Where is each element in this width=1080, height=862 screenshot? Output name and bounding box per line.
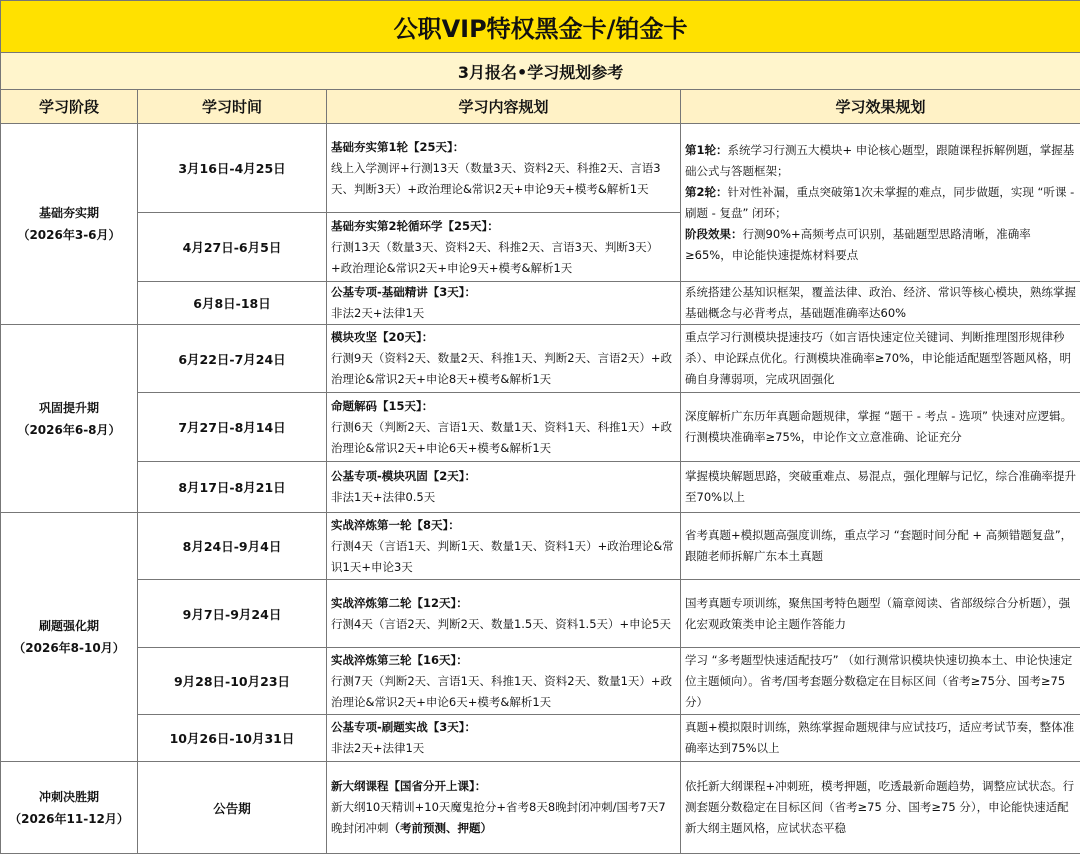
stage-period: （2026年11-12月） bbox=[9, 811, 129, 826]
content-body: 行测6天（判断2天、言语1天、数量1天、资料1天、科推1天）+政治理论&常识2天+申论6天+模考&解析1天 bbox=[331, 419, 673, 455]
effect-label: 第2轮： bbox=[685, 184, 728, 199]
content-cell bbox=[327, 580, 681, 648]
table-row bbox=[1, 462, 1080, 513]
stage-name: 巩固提升期 bbox=[38, 400, 99, 415]
header-stage: 学习阶段 bbox=[1, 90, 138, 124]
content-body bbox=[331, 797, 676, 839]
content-title: 基础夯实第2轮循环学【25天】： bbox=[331, 218, 499, 233]
stage-period: （2026年3-6月） bbox=[17, 228, 121, 242]
content-title: 实战淬炼第二轮【12天】： bbox=[331, 595, 468, 610]
content-cell bbox=[327, 462, 681, 513]
content-body: 线上入学测评+行测13天（数量3天、资料2天、科推2天、言语3天、判断3天）+政治理论&常识2天+申论9天+模考&解析1天 bbox=[331, 160, 661, 196]
content-title: 基础夯实第1轮【25天】： bbox=[331, 139, 465, 154]
time-cell: 6月22日-7月24日 bbox=[138, 325, 327, 393]
time-cell: 10月26日-10月31日 bbox=[138, 715, 327, 762]
content-title: 模块攻坚【20天】： bbox=[331, 330, 434, 344]
time-cell: 7月27日-8月14日 bbox=[138, 393, 327, 462]
table-row bbox=[1, 762, 1080, 854]
effect-cell: 重点学习行测模块提速技巧（如言语快速定位关键词、判断推理图形规律秒杀）、申论踩点优化。行测模块准确率≥70%，申论能适配题型答题风格，明确自身薄弱项，完成巩固强化 bbox=[681, 325, 1080, 393]
content-title: 命题解码【15天】： bbox=[331, 398, 434, 413]
stage-period: （2026年8-10月） bbox=[13, 641, 125, 655]
header-effect: 学习效果规划 bbox=[681, 90, 1080, 124]
effect-text: 针对性补漏，重点突破第1次未掌握的难点，同步做题，实现 “听课 - 刷题 - 复盘” 闭环； bbox=[685, 184, 1075, 220]
content-body-text: 新大纲10天精训+10天魔鬼抢分+省考8天8晚封闭冲刺/国考7天7晚封闭冲刺 bbox=[331, 800, 666, 835]
table-row bbox=[1, 124, 1080, 213]
time-cell: 8月24日-9月4日 bbox=[138, 513, 327, 580]
effect-cell: 国考真题专项训练，聚焦国考特色题型（篇章阅读、省部级综合分析题），强化宏观政策类申论主题作答能力 bbox=[681, 580, 1080, 648]
content-cell bbox=[327, 213, 681, 282]
content-body: 行测9天（资料2天、数量2天、科推1天、判断2天、言语2天）+政治理论&常识2天+申论8天+模考&解析1天 bbox=[331, 351, 673, 386]
effect-text: 行测90%+高频考点可识别，基础题型思路清晰，准确率≥65%，申论能快速提炼材料要点 bbox=[685, 226, 1031, 262]
stage-cell bbox=[1, 513, 138, 762]
stage-period: （2026年6-8月） bbox=[17, 422, 121, 437]
time-cell: 8月17日-8月21日 bbox=[138, 462, 327, 513]
content-cell bbox=[327, 393, 681, 462]
content-title: 实战淬炼第一轮【8天】： bbox=[331, 517, 460, 532]
effect-cell bbox=[681, 124, 1080, 282]
content-body: 行测7天（判断2天、言语1天、科推1天、资料2天、数量1天）+政治理论&常识2天+申论6天+模考&解析1天 bbox=[331, 673, 673, 709]
content-cell bbox=[327, 124, 681, 213]
header-content: 学习内容规划 bbox=[327, 90, 681, 124]
content-cell bbox=[327, 282, 681, 325]
content-body: 行测13天（数量3天、资料2天、科推2天、言语3天、判断3天）+政治理论&常识2天+申论9天+模考&解析1天 bbox=[331, 239, 659, 275]
table-row bbox=[1, 513, 1080, 580]
stage-cell bbox=[1, 325, 138, 513]
content-cell bbox=[327, 513, 681, 580]
time-cell: 9月7日-9月24日 bbox=[138, 580, 327, 648]
table-row bbox=[1, 393, 1080, 462]
time-cell: 3月16日-4月25日 bbox=[138, 124, 327, 213]
content-title: 公基专项-刷题实战【3天】： bbox=[331, 720, 477, 734]
header-time: 学习时间 bbox=[138, 90, 327, 124]
effect-cell: 深度解析广东历年真题命题规律，掌握 “题干 - 考点 - 选项” 快速对应逻辑。行测模块准确率≥75%，申论作文立意准确、论证充分 bbox=[681, 393, 1080, 462]
content-body: 非法2天+法律1天 bbox=[331, 741, 425, 755]
content-cell bbox=[327, 762, 681, 854]
page-title: 公职VIP特权黑金卡/铂金卡 bbox=[1, 1, 1080, 53]
effect-cell: 掌握模块解题思路，突破重难点、易混点，强化理解与记忆，综合准确率提升至70%以上 bbox=[681, 462, 1080, 513]
effect-cell: 学习 “多考题型快速适配技巧” （如行测常识模块快速切换本土、申论快速定位主题倾向）。省考/国考套题分数稳定在目标区间（省考≥75分、国考≥75分） bbox=[681, 648, 1080, 715]
content-cell bbox=[327, 715, 681, 762]
content-body: 非法1天+法律0.5天 bbox=[331, 490, 436, 504]
content-title: 新大纲课程【国省分开上课】： bbox=[331, 779, 487, 793]
effect-cell: 真题+模拟限时训练，熟练掌握命题规律与应试技巧，适应考试节奏，整体准确率达到75%以上 bbox=[681, 715, 1080, 762]
time-cell: 公告期 bbox=[138, 762, 327, 854]
table-row bbox=[1, 282, 1080, 325]
stage-name: 基础夯实期 bbox=[38, 206, 99, 220]
table-row bbox=[1, 648, 1080, 715]
content-cell bbox=[327, 325, 681, 393]
effect-cell: 系统搭建公基知识框架，覆盖法律、政治、经济、常识等核心模块，熟练掌握基础概念与必背考点，基础题准确率达60% bbox=[681, 282, 1080, 325]
time-cell: 6月8日-18日 bbox=[138, 282, 327, 325]
content-title: 实战淬炼第三轮【16天】： bbox=[331, 652, 468, 667]
page-subtitle: 3月报名•学习规划参考 bbox=[1, 53, 1080, 90]
effect-cell: 依托新大纲课程+冲刺班，模考押题，吃透最新命题趋势，调整应试状态。行测套题分数稳定在目标区间（省考≥75 分、国考≥75 分），申论能快速适配新大纲主题风格，应试状态平稳 bbox=[681, 762, 1080, 854]
time-cell: 4月27日-6月5日 bbox=[138, 213, 327, 282]
content-body: 非法2天+法律1天 bbox=[331, 306, 425, 320]
stage-name: 冲刺决胜期 bbox=[38, 789, 99, 804]
stage-cell bbox=[1, 124, 138, 325]
table-row bbox=[1, 580, 1080, 648]
content-cell bbox=[327, 648, 681, 715]
time-cell: 9月28日-10月23日 bbox=[138, 648, 327, 715]
table-row bbox=[1, 715, 1080, 762]
content-title: 公基专项-模块巩固【2天】： bbox=[331, 469, 477, 483]
content-body: 行测4天（言语1天、判断1天、数量1天、资料1天）+政治理论&常识1天+申论3天 bbox=[331, 538, 674, 574]
effect-label: 第1轮： bbox=[685, 142, 728, 157]
effect-label: 阶段效果： bbox=[685, 226, 743, 241]
content-body: 行测4天（言语2天、判断2天、数量1.5天、资料1.5天）+申论5天 bbox=[331, 616, 671, 631]
effect-cell: 省考真题+模拟题高强度训练，重点学习 “套题时间分配 + 高频错题复盘”，跟随老师拆解广东本土真题 bbox=[681, 513, 1080, 580]
content-title: 公基专项-基础精讲【3天】： bbox=[331, 285, 477, 299]
effect-text: 系统学习行测五大模块+ 申论核心题型，跟随课程拆解例题，掌握基础公式与答题框架； bbox=[685, 142, 1075, 178]
table-row bbox=[1, 325, 1080, 393]
content-body-bold: （考前预测、押题） bbox=[388, 821, 492, 835]
stage-cell bbox=[1, 762, 138, 854]
stage-name: 刷题强化期 bbox=[38, 619, 99, 633]
